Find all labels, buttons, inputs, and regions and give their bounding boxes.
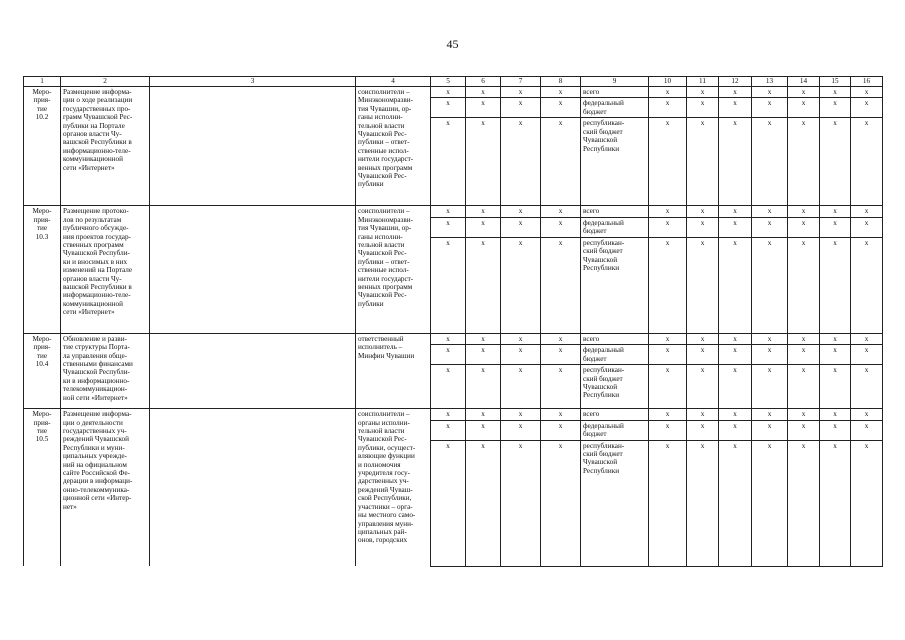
x-cell: x	[649, 345, 687, 365]
x-cell: x	[541, 420, 581, 440]
header-row	[24, 77, 883, 87]
x-cell: x	[719, 206, 752, 217]
x-cell: x	[752, 345, 788, 365]
funding-source: всего	[581, 206, 649, 217]
x-cell: x	[851, 333, 883, 344]
x-cell: x	[687, 409, 719, 420]
funding-source: федеральный бюджет	[581, 217, 649, 237]
x-cell: x	[541, 365, 581, 409]
x-cell: x	[431, 440, 466, 566]
column-3-cell	[150, 409, 356, 566]
column-number: 12	[719, 77, 752, 87]
x-cell: x	[649, 206, 687, 217]
x-cell: x	[851, 237, 883, 333]
event-description: Размещение протоко- лов по результатам публичного обсужде- ния проектов государ- ственных программ Чувашской Республи- ки и вносимых в них изменений на Портале органов власти Чу- вашской Республики в информационно-теле- коммуникационной сети «Интернет»	[61, 206, 150, 333]
funding-source: федеральный бюджет	[581, 420, 649, 440]
x-cell: x	[820, 409, 851, 420]
page-number: 45	[446, 37, 459, 51]
x-cell: x	[541, 440, 581, 566]
funding-source: федеральный бюджет	[581, 345, 649, 365]
x-cell: x	[851, 98, 883, 118]
x-cell: x	[466, 118, 501, 206]
x-cell: x	[788, 420, 820, 440]
column-number: 6	[466, 77, 501, 87]
x-cell: x	[788, 440, 820, 566]
x-cell: x	[501, 237, 541, 333]
x-cell: x	[687, 217, 719, 237]
x-cell: x	[501, 409, 541, 420]
x-cell: x	[752, 87, 788, 98]
column-number: 16	[851, 77, 883, 87]
x-cell: x	[501, 206, 541, 217]
x-cell: x	[752, 217, 788, 237]
x-cell: x	[649, 365, 687, 409]
responsible-executors: соисполнители – органы исполни- тельной власти Чувашской Рес- публики, осущест- вляющие функции и полномочия учредителя госу- дарственных уч- реждений Чуваш- ской Республики, участники – орга- ны местного само- управления муни- ципальных рай- онов, городских	[356, 409, 431, 566]
x-cell: x	[466, 333, 501, 344]
x-cell: x	[851, 118, 883, 206]
x-cell: x	[541, 333, 581, 344]
x-cell: x	[541, 87, 581, 98]
x-cell: x	[541, 345, 581, 365]
x-cell: x	[719, 365, 752, 409]
column-number: 2	[61, 77, 150, 87]
x-cell: x	[687, 206, 719, 217]
x-cell: x	[820, 118, 851, 206]
x-cell: x	[820, 365, 851, 409]
funding-source: всего	[581, 333, 649, 344]
x-cell: x	[788, 98, 820, 118]
x-cell: x	[541, 206, 581, 217]
table-row	[24, 409, 883, 420]
x-cell: x	[752, 206, 788, 217]
funding-source: всего	[581, 87, 649, 98]
x-cell: x	[719, 333, 752, 344]
x-cell: x	[752, 98, 788, 118]
x-cell: x	[687, 420, 719, 440]
x-cell: x	[719, 345, 752, 365]
x-cell: x	[851, 217, 883, 237]
x-cell: x	[687, 440, 719, 566]
column-number: 15	[820, 77, 851, 87]
x-cell: x	[501, 87, 541, 98]
column-3-cell	[150, 206, 356, 333]
x-cell: x	[719, 409, 752, 420]
x-cell: x	[466, 345, 501, 365]
x-cell: x	[541, 409, 581, 420]
x-cell: x	[752, 118, 788, 206]
x-cell: x	[788, 206, 820, 217]
x-cell: x	[649, 237, 687, 333]
x-cell: x	[752, 420, 788, 440]
x-cell: x	[820, 206, 851, 217]
funding-source: республикан- ский бюджет Чувашской Республики	[581, 365, 649, 409]
x-cell: x	[687, 237, 719, 333]
table-row	[24, 87, 883, 98]
column-number: 3	[150, 77, 356, 87]
column-number: 14	[788, 77, 820, 87]
x-cell: x	[851, 420, 883, 440]
event-number: Меро- прия- тие 10.3	[24, 206, 61, 333]
x-cell: x	[431, 409, 466, 420]
responsible-executors: соисполнители – Минэкономразви- тия Чувашии, ор- ганы исполни- тельной власти Чувашской Рес- публики – ответ- ственные испол- нители государст- венных программ Чувашской Рес- публики	[356, 87, 431, 206]
x-cell: x	[466, 98, 501, 118]
program-table	[23, 76, 883, 567]
x-cell: x	[752, 333, 788, 344]
table-row	[24, 333, 883, 344]
x-cell: x	[466, 409, 501, 420]
x-cell: x	[431, 237, 466, 333]
x-cell: x	[851, 409, 883, 420]
column-number: 1	[24, 77, 61, 87]
event-description: Обновление и разви- тие структуры Порта- ла управления обще- ственными финансами Чувашской Республи- ки в информационно- телекоммуникацион- ной сети «Интернет»	[61, 333, 150, 408]
x-cell: x	[788, 118, 820, 206]
x-cell: x	[687, 118, 719, 206]
funding-source: республикан- ский бюджет Чувашской Республики	[581, 440, 649, 566]
x-cell: x	[788, 333, 820, 344]
x-cell: x	[541, 98, 581, 118]
x-cell: x	[649, 333, 687, 344]
x-cell: x	[788, 217, 820, 237]
x-cell: x	[466, 217, 501, 237]
funding-source: республикан- ский бюджет Чувашской Республики	[581, 237, 649, 333]
x-cell: x	[687, 333, 719, 344]
x-cell: x	[649, 440, 687, 566]
x-cell: x	[501, 118, 541, 206]
x-cell: x	[788, 237, 820, 333]
x-cell: x	[431, 206, 466, 217]
column-number: 5	[431, 77, 466, 87]
x-cell: x	[431, 118, 466, 206]
x-cell: x	[431, 98, 466, 118]
x-cell: x	[466, 237, 501, 333]
x-cell: x	[649, 98, 687, 118]
x-cell: x	[501, 420, 541, 440]
x-cell: x	[788, 345, 820, 365]
x-cell: x	[719, 420, 752, 440]
x-cell: x	[501, 365, 541, 409]
funding-source: федеральный бюджет	[581, 98, 649, 118]
x-cell: x	[851, 345, 883, 365]
x-cell: x	[501, 440, 541, 566]
event-description: Размещение информа- ции о ходе реализации государственных про- грамм Чувашской Рес- публики на Портале органов власти Чу- вашской Республики в информационно-теле- коммуникационной сети «Интернет»	[61, 87, 150, 206]
x-cell: x	[719, 118, 752, 206]
x-cell: x	[719, 87, 752, 98]
x-cell: x	[541, 118, 581, 206]
funding-source: всего	[581, 409, 649, 420]
x-cell: x	[719, 440, 752, 566]
event-number: Меро- прия- тие 10.5	[24, 409, 61, 566]
x-cell: x	[752, 237, 788, 333]
x-cell: x	[501, 217, 541, 237]
x-cell: x	[851, 440, 883, 566]
x-cell: x	[466, 420, 501, 440]
column-3-cell	[150, 87, 356, 206]
responsible-executors: ответственный исполнитель – Минфин Чувашии	[356, 333, 431, 408]
x-cell: x	[541, 237, 581, 333]
column-number: 7	[501, 77, 541, 87]
x-cell: x	[649, 217, 687, 237]
x-cell: x	[719, 217, 752, 237]
x-cell: x	[851, 87, 883, 98]
column-3-cell	[150, 333, 356, 408]
x-cell: x	[820, 440, 851, 566]
x-cell: x	[431, 217, 466, 237]
x-cell: x	[687, 98, 719, 118]
column-number: 11	[687, 77, 719, 87]
x-cell: x	[820, 217, 851, 237]
x-cell: x	[820, 237, 851, 333]
x-cell: x	[649, 87, 687, 98]
x-cell: x	[820, 98, 851, 118]
event-number: Меро- прия- тие 10.2	[24, 87, 61, 206]
x-cell: x	[649, 118, 687, 206]
x-cell: x	[752, 409, 788, 420]
x-cell: x	[431, 420, 466, 440]
x-cell: x	[541, 217, 581, 237]
x-cell: x	[752, 365, 788, 409]
x-cell: x	[431, 365, 466, 409]
x-cell: x	[687, 345, 719, 365]
x-cell: x	[788, 365, 820, 409]
x-cell: x	[501, 98, 541, 118]
x-cell: x	[788, 87, 820, 98]
x-cell: x	[501, 345, 541, 365]
x-cell: x	[719, 237, 752, 333]
x-cell: x	[820, 333, 851, 344]
x-cell: x	[501, 333, 541, 344]
column-number: 9	[581, 77, 649, 87]
event-description: Размещение информа- ции о деятельности государственных уч- реждений Чувашской Республики и муни- ципальных учрежде- ний на официальном сайте Российской Фе- дерации в информаци- онно-телекоммуника- ционной сети «Интер- нет»	[61, 409, 150, 566]
column-number: 4	[356, 77, 431, 87]
x-cell: x	[820, 420, 851, 440]
responsible-executors: соисполнители – Минэкономразви- тия Чувашии, ор- ганы исполни- тельной власти Чувашской Рес- публики – ответ- ственные испол- нители государст- венных программ Чувашской Рес- публики	[356, 206, 431, 333]
x-cell: x	[820, 87, 851, 98]
x-cell: x	[466, 87, 501, 98]
x-cell: x	[649, 420, 687, 440]
x-cell: x	[466, 365, 501, 409]
x-cell: x	[466, 440, 501, 566]
column-number: 13	[752, 77, 788, 87]
funding-source: республикан- ский бюджет Чувашской Республики	[581, 118, 649, 206]
x-cell: x	[649, 409, 687, 420]
x-cell: x	[851, 206, 883, 217]
x-cell: x	[687, 365, 719, 409]
x-cell: x	[431, 333, 466, 344]
x-cell: x	[788, 409, 820, 420]
x-cell: x	[851, 365, 883, 409]
table-row	[24, 206, 883, 217]
x-cell: x	[752, 440, 788, 566]
column-number: 8	[541, 77, 581, 87]
column-number: 10	[649, 77, 687, 87]
x-cell: x	[466, 206, 501, 217]
x-cell: x	[687, 87, 719, 98]
event-number: Меро- прия- тие 10.4	[24, 333, 61, 408]
x-cell: x	[431, 87, 466, 98]
x-cell: x	[719, 98, 752, 118]
x-cell: x	[431, 345, 466, 365]
x-cell: x	[820, 345, 851, 365]
